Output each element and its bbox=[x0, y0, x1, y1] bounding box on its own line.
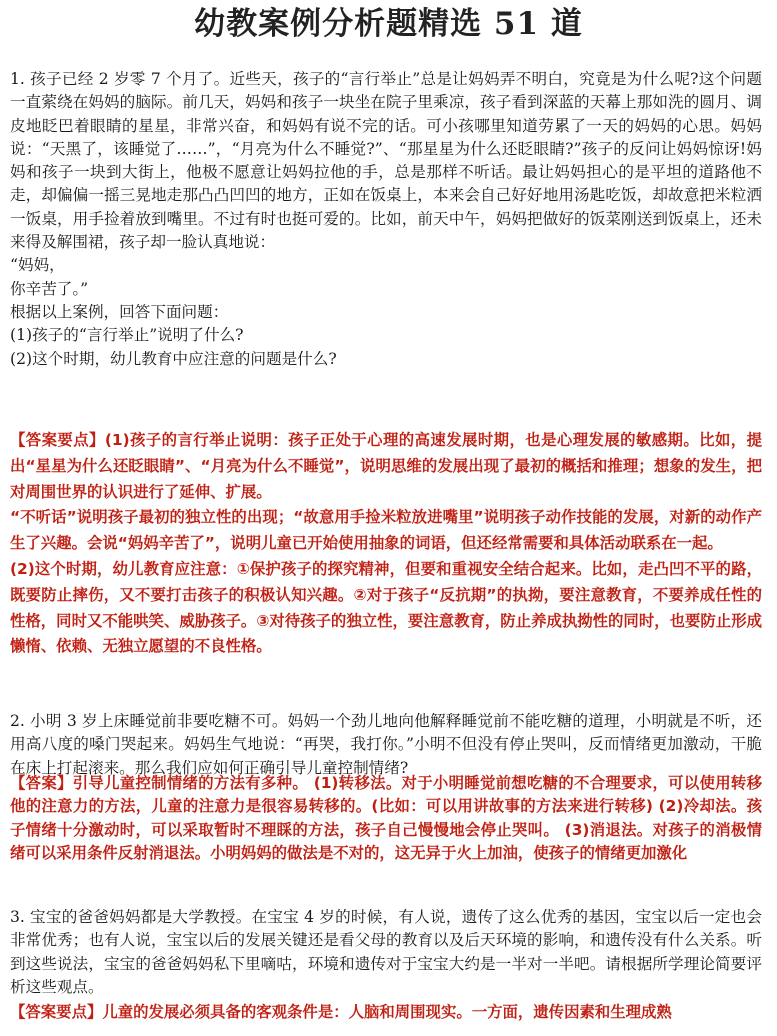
question-2-body: 2. 小明 3 岁上床睡觉前非要吃糖不可。妈妈一个劲儿地向他解释睡觉前不能吃糖的道理，小明就是不听，还用高八度的嗓门哭起来。妈妈生气地说：“再哭，我打你。”小明不但没有停止哭叫，反而情绪更加激动，干脆在床上打起滚来。那么我们应如何正确引导儿童控制情绪? bbox=[10, 712, 762, 777]
question-3-body: 3. 宝宝的爸爸妈妈都是大学教授。在宝宝 4 岁的时候，有人说，遗传了这么优秀的基因，宝宝以后一定也会非常优秀；也有人说，宝宝以后的发展关键还是看父母的教育以及后天环境的影响，和遗传没有什么关系。听到这些说法，宝宝的爸爸妈妈私下里嘀咕，环境和遗传对于宝宝大约是一半对一半吧。请根据所学理论简要评析这些观点。 bbox=[10, 908, 762, 996]
question-1-answer-part-2: “不听话”说明孩子最初的独立性的出现；“故意用手捡米粒放进嘴里”说明孩子动作技能的发展，对新的动作产生了兴趣。会说“妈妈辛苦了”，说明儿童已开始使用抽象的词语，但还经常需要和具体活动联系在一起。 bbox=[10, 508, 762, 553]
question-1-sub-1: (1)孩子的“言行举止”说明了什么? bbox=[10, 326, 244, 345]
question-1-answer-part-3: (2)这个时期，幼儿教育应注意：①保护孩子的探究精神，但要和重视安全结合起来。比如，走凸凹不平的路，既要防止摔伤，又不要打击孩子的积极认知兴趣。②对于孩子“反抗期”的执拗，要注意教育，不要养成任性的性格，同时又不能哄笑、威胁孩子。③对待孩子的独立性，要注意教育，防止养成执拗性的同时，也要防止形成懒惰、依赖、无独立愿望的不良性格。 bbox=[10, 559, 762, 656]
question-2-answer bbox=[10, 772, 762, 865]
question-1-answer bbox=[10, 428, 762, 660]
question-1-sub-2: (2)这个时期，幼儿教育中应注意的问题是什么? bbox=[10, 349, 337, 368]
question-3 bbox=[10, 906, 762, 999]
question-1-quote-line-1: “妈妈， bbox=[10, 256, 65, 275]
question-1-answer-part-1: 【答案要点】(1)孩子的言行举止说明：孩子正处于心理的高速发展时期，也是心理发展的敏感期。比如，提出“星星为什么还眨眼睛”、“月亮为什么不睡觉”，说明思维的发展出现了最初的概括和推理；想象的发生，把对周围世界的认识进行了延伸、扩展。 bbox=[10, 431, 762, 501]
question-3-answer bbox=[10, 1001, 762, 1024]
question-3-answer-text: 【答案要点】儿童的发展必须具备的客观条件是：人脑和周围现实。一方面，遗传因素和生理成熟 bbox=[10, 1003, 672, 1021]
question-1-prompt: 根据以上案例，回答下面问题： bbox=[10, 302, 229, 321]
question-1-body: 1. 孩子已经 2 岁零 7 个月了。近些天，孩子的“言行举止”总是让妈妈弄不明白，究竟是为什么呢?这个问题一直萦绕在妈妈的脑际。前几天，妈妈和孩子一块坐在院子里乘凉，孩子看到深蓝的天幕上那如洗的圆月、调皮地眨巴着眼睛的星星，非常兴奋，和妈妈有说不完的话。可小孩哪里知道劳累了一天的妈妈的心思。妈妈说：“天黑了，该睡觉了……”，“月亮为什么不睡觉?”、“那星星为什么还眨眼睛?”孩子的反问让妈妈惊讶!妈妈和孩子一块到大街上，他极不愿意让妈妈拉他的手，总是那样不听话。最让妈妈担心的是平坦的道路他不走，却偏偏一摇三晃地走那凸凸凹凹的地方，正如在饭桌上，本来会自己好好地用汤匙吃饭，却故意把米粒洒一饭桌，用手捡着放到嘴里。不过有时也挺可爱的。比如，前天中午，妈妈把做好的饭菜刚送到饭桌上，还未来得及解围裙，孩子却一脸认真地说： bbox=[10, 70, 762, 252]
question-1 bbox=[10, 68, 762, 371]
question-1-quote-line-2: 你辛苦了。” bbox=[10, 279, 89, 298]
page-title: 幼教案例分析题精选 51 道 bbox=[194, 6, 583, 42]
question-2-answer-text: 【答案】引导儿童控制情绪的方法有多种。 (1)转移法。对于小明睡觉前想吃糖的不合理要求，可以使用转移他的注意力的方法，儿童的注意力是很容易转移的。(比如：可以用讲故事的方法来进行转移) (2)冷却法。孩子情绪十分激动时，可以采取暂时不理睬的方法，孩子自己慢慢地会停止哭叫。 (3)消退法。对孩子的消极情绪可以采用条件反射消退法。小明妈妈的做法是不对的，这无异于火上加油，使孩子的情绪更加激化 bbox=[10, 774, 762, 862]
question-2 bbox=[10, 710, 762, 780]
